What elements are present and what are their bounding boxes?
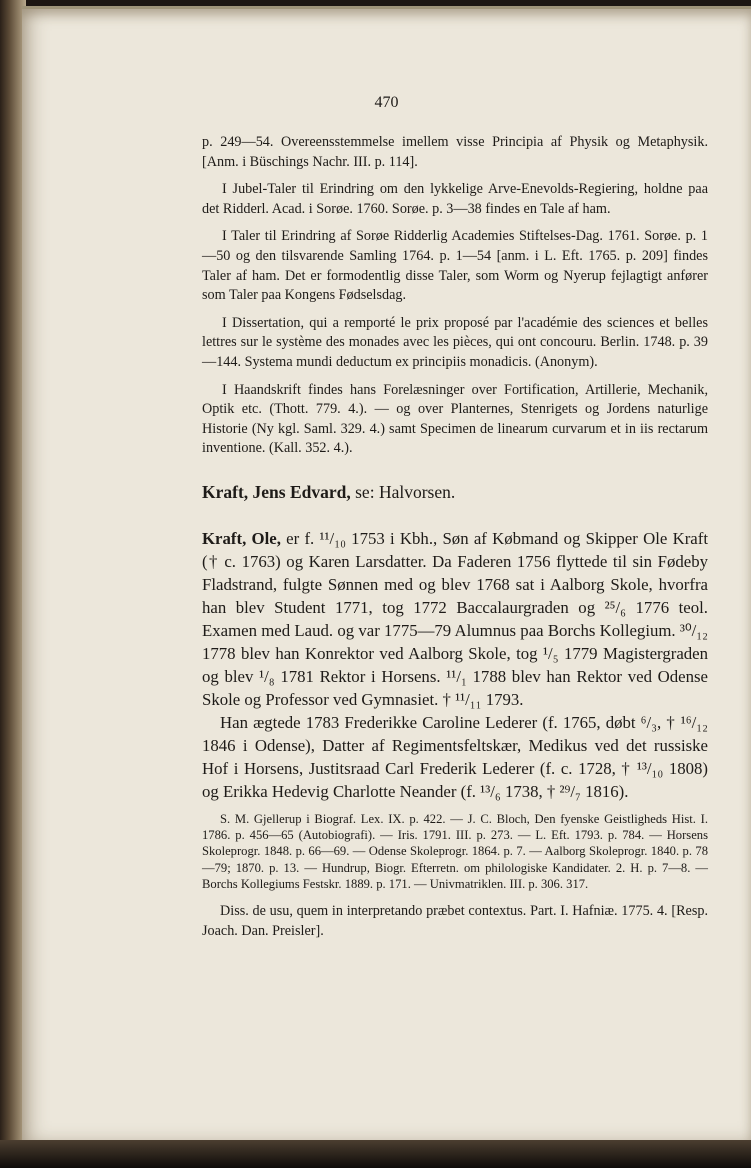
paragraph-taler-soroe: I Taler til Erindring af Sorøe Ridderlig Academies Stiftelses-Dag. 1761. Sorøe. p. 1—50 og den tilsvarende Samling 1764. p. 1—54 [anm. i L. Eft. 1765. p. 209] findes Taler af ham. Det er formodentlig disse Taler, som Worm og Nyerup fejlagtigt anfører som Taler paa Kongens Fødselsdag. — [202, 228, 708, 304]
paragraph-jubel-taler: I Jubel-Taler til Erindring om den lykkelige Arve-Enevolds-Regiering, holdne paa det Ridderl. Acad. i Sorøe. 1760. Sorøe. p. 3—38 findes en Tale af ham. — [202, 181, 708, 217]
paragraph-manuscripts: I Haandskrift findes hans Forelæsninger over Fortification, Artillerie, Mechanik, Optik etc. (Thott. 779. 4.). — og over Planternes, Stenrigets og Jordens naturlige Historie (Ny kgl. Saml. 329. 4.) samt Specimen de linearum curvarum et in iis rectarum inventione. (Kall. 352. 4.). — [202, 381, 708, 457]
entry-heading-jens-edvard — [202, 481, 708, 503]
entry-name-ole-kraft: Kraft, Ole, — [202, 528, 281, 548]
page-number: 470 — [374, 94, 399, 111]
entry-biography-ole-kraft — [202, 527, 708, 711]
entry-crossref: se: Halvorsen. — [350, 481, 456, 502]
entry-dissertation: Diss. de usu, quem in interpretando præbet contextus. Part. I. Hafniæ. 1775. 4. [Resp. Joach. Dan. Preisler]. — [202, 902, 708, 939]
paragraph-dissertation-monades: I Dissertation, qui a remporté le prix proposé par l'académie des sciences et belles lettres sur le système des monades avec les pièces, qui ont concouru. Berlin. 1748. p. 39—144. Systema mundi deductum ex principiis monadicis. (Anonym). — [202, 314, 708, 370]
book-page — [22, 6, 751, 1143]
paragraph-physics: p. 249—54. Overeensstemmelse imellem visse Principia af Physik og Metaphysik. [Anm. i Büschings Nachr. III. p. 114]. — [202, 134, 708, 170]
entry-marriage: Han ægtede 1783 Frederikke Caroline Lederer (f. 1765, døbt ⁶/₃, † ¹⁶/₁₂ 1846 i Odense), Datter af Regimentsfeltskær, Medikus ved det russiske Hof i Horsens, Justitsraad Carl Frederik Lederer (f. c. 1728, † ¹³/₁₀ 1808) og Erikka Hedevig Charlotte Neander (f. ¹³/₆ 1738, † ²⁹/₇ 1816). — [202, 712, 708, 801]
entry-name-jens-edvard: Kraft, Jens Edvard, — [202, 481, 351, 502]
entry-biography-text: er f. ¹¹/₁₀ 1753 i Kbh., Søn af Købmand og Skipper Ole Kraft († c. 1763) og Karen Larsdatter. Da Faderen 1756 flyttede til sin Fødeby Fladstrand, fulgte Sønnen med og blev 1768 sat i Aalborg Skole, hvorfra han blev Student 1771, tog 1772 Baccalaurgraden og ²⁵/₆ 1776 teol. Examen med Laud. og var 1775—79 Alumnus paa Borchs Kollegium. ³⁰/₁₂ 1778 blev han Konrektor ved Aalborg Skole, tog ¹/₅ 1779 Magistergraden og blev ¹/₈ 1781 Rektor i Horsens. ¹¹/₁ 1788 blev han Rektor ved Odense Skole og Professor ved Gymnasiet. † ¹¹/₁₁ 1793. — [202, 528, 708, 709]
page-body — [202, 133, 708, 941]
entry-references: S. M. Gjellerup i Biograf. Lex. IX. p. 422. — J. C. Bloch, Den fyenske Geistligheds Hist. I. 1786. p. 456—65 (Autobiografi). — Iris. 1791. III. p. 273. — L. Eft. 1793. p. 784. — Horsens Skoleprogr. 1848. p. 66—69. — Odense Skoleprogr. 1864. p. 7. — Aalborg Skoleprogr. 1840. p. 78—79; 1870. p. 13. — Hundrup, Biogr. Efterretn. om philologiske Kandidater. 2. H. p. 7—8. — Borchs Kollegiums Festskr. 1889. p. 171. — Univmatriklen. III. p. 306. 317. — [202, 811, 708, 891]
page-bottom-edge — [0, 1140, 751, 1168]
